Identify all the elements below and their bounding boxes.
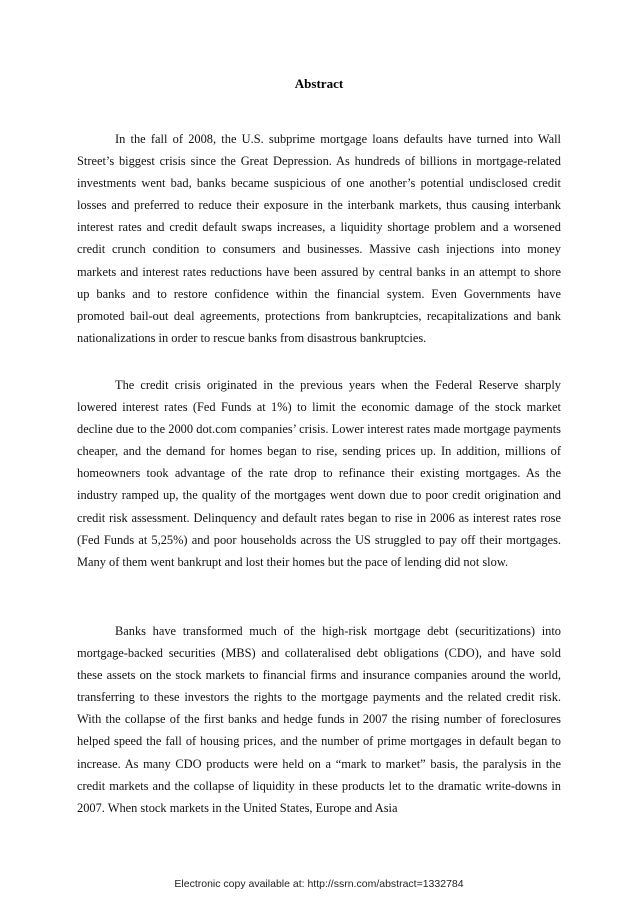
abstract-paragraph-3: Banks have transformed much of the high-risk mortgage debt (securitizations) into mortgage-backed securities (MBS) and collateralised debt obligations (CDO), and have sold these assets on the stock markets to financial firms and insurance companies around the world, transferring to these investors the rights to the mortgage payments and the related credit risk. With the collapse of the first banks and hedge funds in 2007 the rising number of foreclosures helped speed the fall of housing prices, and the number of prime mortgages in default began to increase. As many CDO products were held on a “mark to market” basis, the paralysis in the credit markets and the collapse of liquidity in these products let to the dramatic write-downs in 2007. When stock markets in the United States, Europe and Asia [77,624,561,815]
ssrn-footer-note: Electronic copy available at: http://ssrn.com/abstract=1332784 [174,878,464,890]
abstract-heading: Abstract [294,76,344,91]
abstract-paragraph-2: The credit crisis originated in the previous years when the Federal Reserve sharply lowered interest rates (Fed Funds at 1%) to limit the economic damage of the stock market decline due to the 2000 dot.com companies’ crisis. Lower interest rates made mortgage payments cheaper, and the demand for homes began to rise, sending prices up. In addition, millions of homeowners took advantage of the rate drop to refinance their existing mortgages. As the industry ramped up, the quality of the mortgages went down due to poor credit origination and credit risk assessment. Delinquency and default rates began to rise in 2006 as interest rates rose (Fed Funds at 5,25%) and poor households across the US struggled to pay off their mortgages. Many of them went bankrupt and lost their homes but the pace of lending did not slow. [77,378,561,569]
abstract-paragraph-1: In the fall of 2008, the U.S. subprime mortgage loans defaults have turned into Wall Street’s biggest crisis since the Great Depression. As hundreds of billions in mortgage-related investments went bad, banks became suspicious of one another’s potential undisclosed credit losses and preferred to reduce their exposure in the interbank markets, thus causing interbank interest rates and credit default swaps increases, a liquidity shortage problem and a worsened credit crunch condition to consumers and businesses. Massive cash injections into money markets and interest rates reductions have been assured by central banks in an attempt to shore up banks and to restore confidence within the financial system. Even Governments have promoted bail-out deal agreements, protections from bankruptcies, recapitalizations and bank nationalizations in order to rescue banks from disastrous bankruptcies. [77,132,561,345]
